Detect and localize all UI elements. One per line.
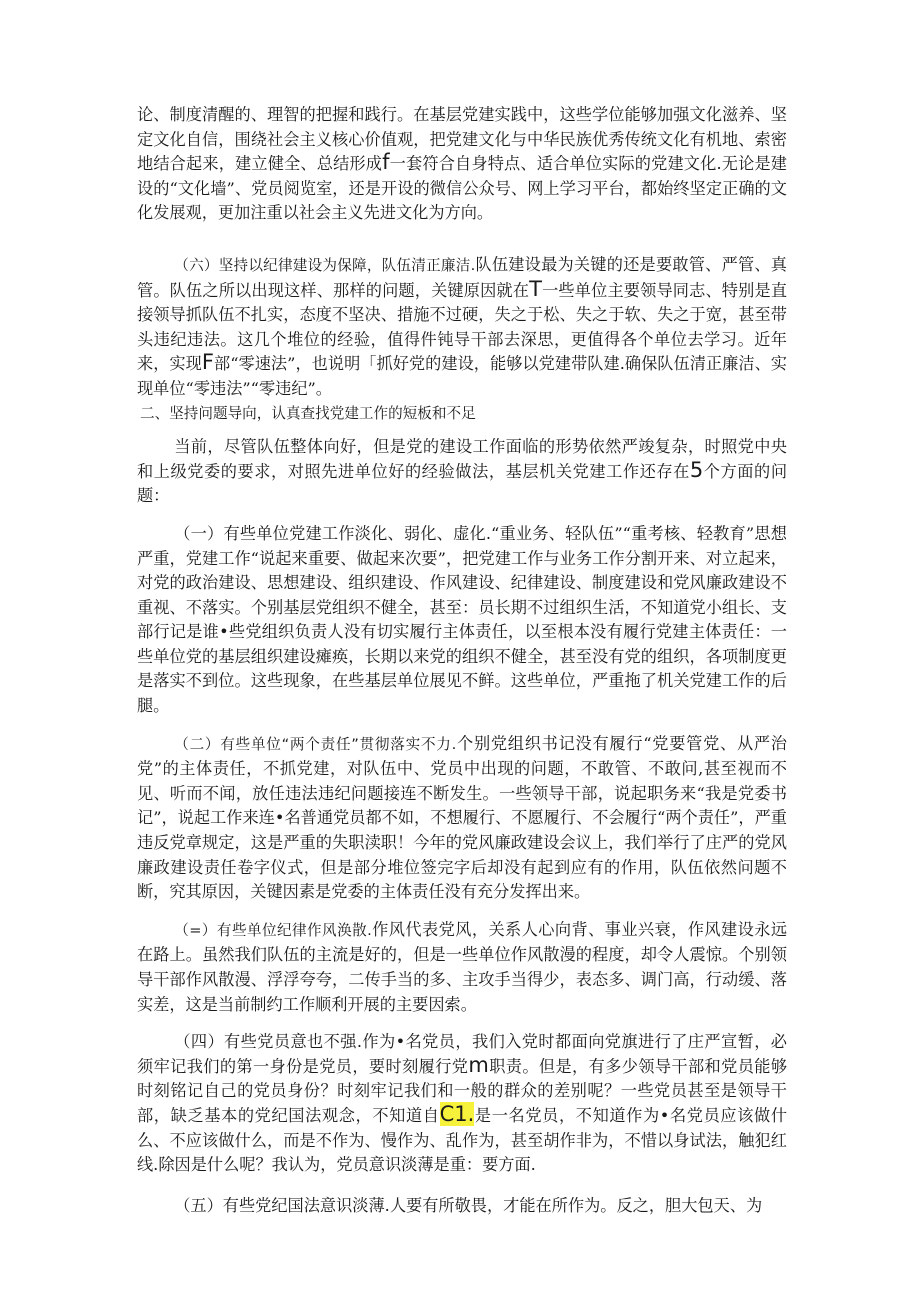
paragraph-problems-intro: 当前，尽管队伍整体向好，但是党的建设工作面临的形势依然严竣复杂，时照党中央和上级党委的要求，对照先进单位好的经验做法，基层机关党建工作还存在5个方面的问题： — [137, 437, 788, 506]
paragraph-problem-4: （四）有些党员意也不强.作为•名党员，我们入党时都面向党旗进行了庄严宣暂，必须牢记我们的第一身份是党员，要时刻履行党m职责。但是，有多少领导干部和党员能够时刻铭记自己的党员身份？时刻牢记我们和一般的群众的差别呢？一些党员甚至是领导干部，缺乏基本的党纪国法观念，不知道自C1.是一名党员，不知道作为•名党员应该做什么、不应该做什么，而是不作为、慢作为、乱作为，甚至胡作非为，不惜以身试法，触犯红线.除因是什么呢？我认为，党员意识淡薄是重：要方面. — [137, 1032, 788, 1175]
paragraph-problem-5: （五）有些党纪国法意识淡薄.人要有所敬畏，才能在所作为。反之，胆大包天、为 — [174, 1195, 763, 1215]
stray-character: m — [468, 1052, 489, 1077]
paragraph-problem-1: （一）有些单位党建工作淡化、弱化、虚化.“重业务、轻队伍”“重考核、轻教育”思想严重，党建工作“说起来重要、做起来次要”，把党建工作与业务工作分割开来、对立起来，对党的政治建设、思想建设、组织建设、作风建设、纪律建设、制度建设和党风廉政建设不重视、不落实。个别基层党组织不健全，甚至：员长期不过组织生活，不知道党小组长、支部行记是谁•些党组织负责人没有切实履行主体责任，以至根本没有履行党建主体责任：一些单位党的基层组织建设瘫痪，长期以来党的组织不健全，甚至没有党的组织，各项制度更是落实不到位。这些现象，在些基层单位展见不鲜。这些单位，严重拖了机关党建工作的后腿。 — [137, 523, 787, 716]
paragraph-lead: （五）有些党纪国法意识淡薄. — [174, 1195, 390, 1215]
document-page — [137, 103, 787, 1218]
section-heading: 二、坚持问题导向，认真查找党建工作的短板和不足 — [140, 404, 476, 422]
stray-character: f — [382, 150, 390, 175]
paragraph-problem-3: （=）有些单位纪律作风涣散.作风代表党风，关系人心向背、事业兴衰，作风建设永远在路上。虽然我们队伍的主流是好的，但是一些单位作风散漫的程度，却令人震惊。个别领导干部作风散漫、浮浮夸夸，二传手当的多、主攻手当得少，表态多、调门高，行动缓、落实差，这是当前制约工作顺利开展的主要因索。 — [137, 919, 788, 1014]
paragraph-lead: （二）有些单位“两个责任”贯彻落实不力. — [174, 735, 457, 753]
paragraph-discipline: （六）坚持以纪律建设为保障，队伍清正廉洁.队伍建设最为关键的还是要敢管、严管、真管。队伍之所以出现这样、那样的问题，关键原因就在T一些单位主要领导同志、特别是直接领导抓队伍不扎实，态度不坚决、措施不过硬，失之于松、失之于软、失之于宽，甚至带头违纪违法。这几个堆位的经验，值得件钝导干部去深思，更值得各个单位去学习。近年来，实现F部“零速法”，也说明「抓好党的建设，能够以党建带队建.确保队伍清正廉洁、实现单位“零违法”“零违纪”。 — [137, 254, 788, 398]
stray-character: T — [529, 276, 542, 301]
paragraph-lead: （六）坚持以纪律建设为保障，队伍清正廉洁. — [174, 256, 476, 274]
paragraph-culture: 论、制度清醒的、理智的把握和践行。在基层党建实践中，这些学位能够加强文化滋养、坚定文化自信，围绕社会主义核心价值观，把党建文化与中华民族优秀传统文化有机地、索密地结合起来，建立健全、总结形成f一套符合自身特点、适合单位实际的党建文化.无论是建设的“文化墙”、党员阅览室，还是开设的微信公众号、网上学习平台，都始终坚定正确的文化发展观，更加注重以社会主义先进文化为方向。 — [137, 105, 787, 223]
paragraph-problem-2: （二）有些单位“两个责任”贯彻落实不力.个别党组织书记没有履行“党要管党、从严治党”的主体责任，不抓党建，对队伍中、党员中出现的问题，不敢管、不敢问,甚至视而不见、听而不闻，放任违法违纪问题接连不断发生。一些领导干部，说起职务来“我是党委书记”，说起工作来连•名普通党员都不如，不想履行、不愿履行、不会履行“两个责任”，严重违反党章规定，这是严重的失职渎职！今年的党风廉政建设会议上，我们举行了庄严的党风廉政建设责任卷字仪式，但是部分堆位签完字后却没有起到应有的作用，队伍依然问题不断，究其原因，关键因素是党委的主体责任没有充分发挥出来。 — [137, 733, 787, 902]
stray-character: 5 — [689, 457, 704, 482]
highlighted-text: C1. — [439, 1101, 475, 1126]
paragraph-lead: （=）有些单位纪律作风涣散. — [174, 921, 372, 939]
stray-character: F — [201, 350, 214, 375]
